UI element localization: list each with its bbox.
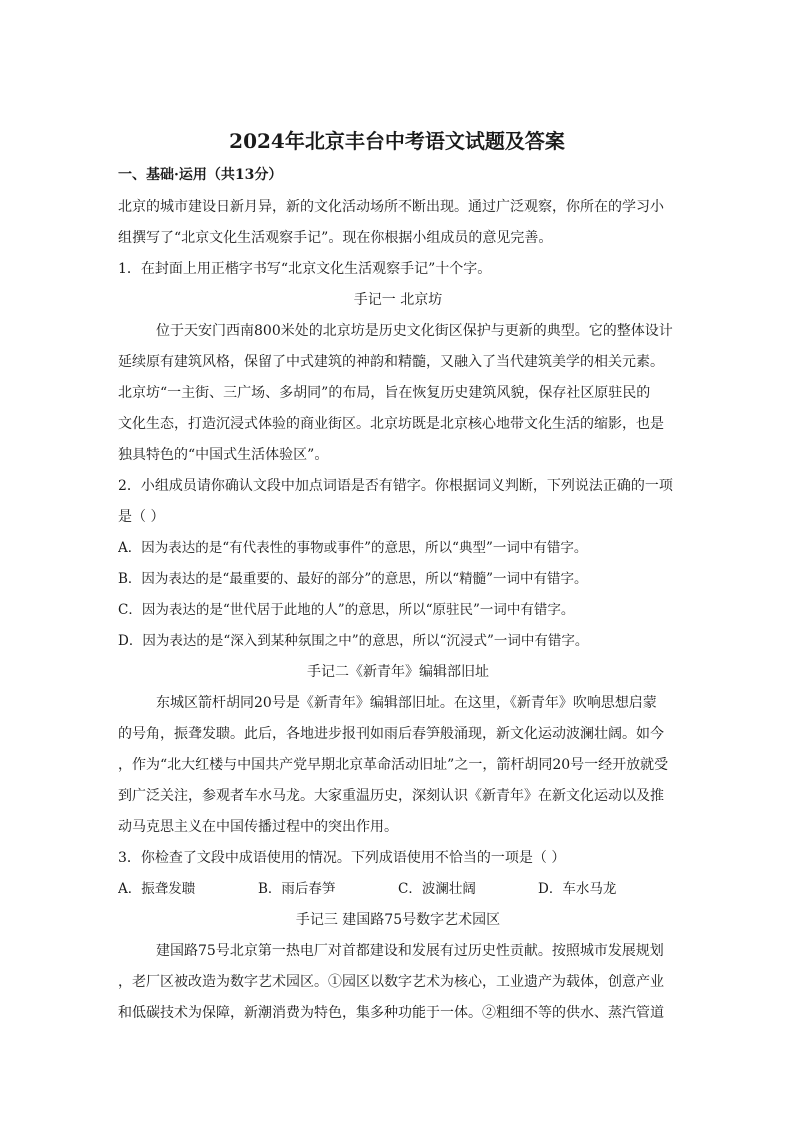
question-2-option-c: C．因为表达的是“世代居于此地的人”的意思，所以“原驻民”一词中有错字。 xyxy=(118,602,575,618)
question-3-option-b: B．雨后春笋 xyxy=(258,881,336,897)
question-2-option-b: B．因为表达的是“最重要的、最好的部分”的意思，所以“精髓”一词中有错字。 xyxy=(118,571,588,587)
note-1-heading: 手记一 北京坊 xyxy=(353,292,443,308)
note-1-line: 位于天安门西南800米处的北京坊是历史文化街区保护与更新的典型。它的整体设计 xyxy=(156,323,673,339)
note-2-line: 的号角，振聋发聩。此后，各地进步报刊如雨后春笋般涌现，新文化运动波澜壮阔。如今 xyxy=(118,726,664,742)
note-3-line: 和低碳技术为保障，新潮消费为特色，集多种功能于一体。②粗细不等的供水、蒸汽管道 xyxy=(118,1005,664,1021)
intro-line-2: 组撰写了“北京文化生活观察手记”。现在你根据小组成员的意见完善。 xyxy=(118,230,553,246)
note-3-line: 建国路75号北京第一热电厂对首都建设和发展有过历史性贡献。按照城市发展规划 xyxy=(156,943,664,959)
note-1-line: 文化生态，打造沉浸式体验的商业街区。北京坊既是北京核心地带文化生活的缩影，也是 xyxy=(118,416,664,432)
document-title: 2024年北京丰台中考语文试题及答案 xyxy=(229,129,565,153)
note-3-line: ，老厂区被改造为数字艺术园区。①园区以数字艺术为核心，工业遗产为载体，创意产业 xyxy=(118,974,664,990)
question-2-stem: 是（ ） xyxy=(118,509,165,525)
note-2-heading: 手记二《新青年》编辑部旧址 xyxy=(307,664,489,680)
question-2-option-d: D．因为表达的是“深入到某种氛围之中”的意思，所以“沉浸式”一词中有错字。 xyxy=(118,633,589,649)
intro-line-1: 北京的城市建设日新月异，新的文化活动场所不断出现。通过广泛观察，你所在的学习小 xyxy=(118,199,664,215)
note-2-line: 动马克思主义在中国传播过程中的突出作用。 xyxy=(118,819,398,835)
note-1-line: 延续原有建筑风格，保留了中式建筑的神韵和精髓，又融入了当代建筑美学的相关元素。 xyxy=(118,354,664,370)
note-1-line: 独具特色的“中国式生活体验区”。 xyxy=(118,447,329,463)
note-1-line: 北京坊“一主街、三广场、多胡同”的布局，旨在恢复历史建筑风貌，保存社区原驻民的 xyxy=(118,385,651,401)
note-2-line: 到广泛关注，参观者车水马龙。大家重温历史，深刻认识《新青年》在新文化运动以及推 xyxy=(118,788,664,804)
note-2-line: 东城区箭杆胡同20号是《新青年》编辑部旧址。在这里，《新青年》吹响思想启蒙 xyxy=(156,695,657,711)
question-2-stem: 2．小组成员请你确认文段中加点词语是否有错字。你根据词义判断，下列说法正确的一项 xyxy=(118,478,673,494)
question-3-option-a: A．振聋发聩 xyxy=(118,881,196,897)
question-1: 1．在封面上用正楷字书写“北京文化生活观察手记”十个字。 xyxy=(118,261,492,277)
note-3-heading: 手记三 建国路75号数字艺术园区 xyxy=(295,912,501,928)
question-2-option-a: A．因为表达的是“有代表性的事物或事件”的意思，所以“典型”一词中有错字。 xyxy=(118,540,588,556)
question-3-option-d: D．车水马龙 xyxy=(538,881,617,897)
section-heading: 一、基础·运用（共13分） xyxy=(118,167,283,183)
question-3-option-c: C．波澜壮阔 xyxy=(398,881,476,897)
question-3-stem: 3．你检查了文段中成语使用的情况。下列成语使用不恰当的一项是（ ） xyxy=(118,850,566,866)
note-2-line: ，作为“北大红楼与中国共产党早期北京革命活动旧址”之一，箭杆胡同20号一经开放就受 xyxy=(118,757,669,773)
question-3-options xyxy=(118,880,678,898)
